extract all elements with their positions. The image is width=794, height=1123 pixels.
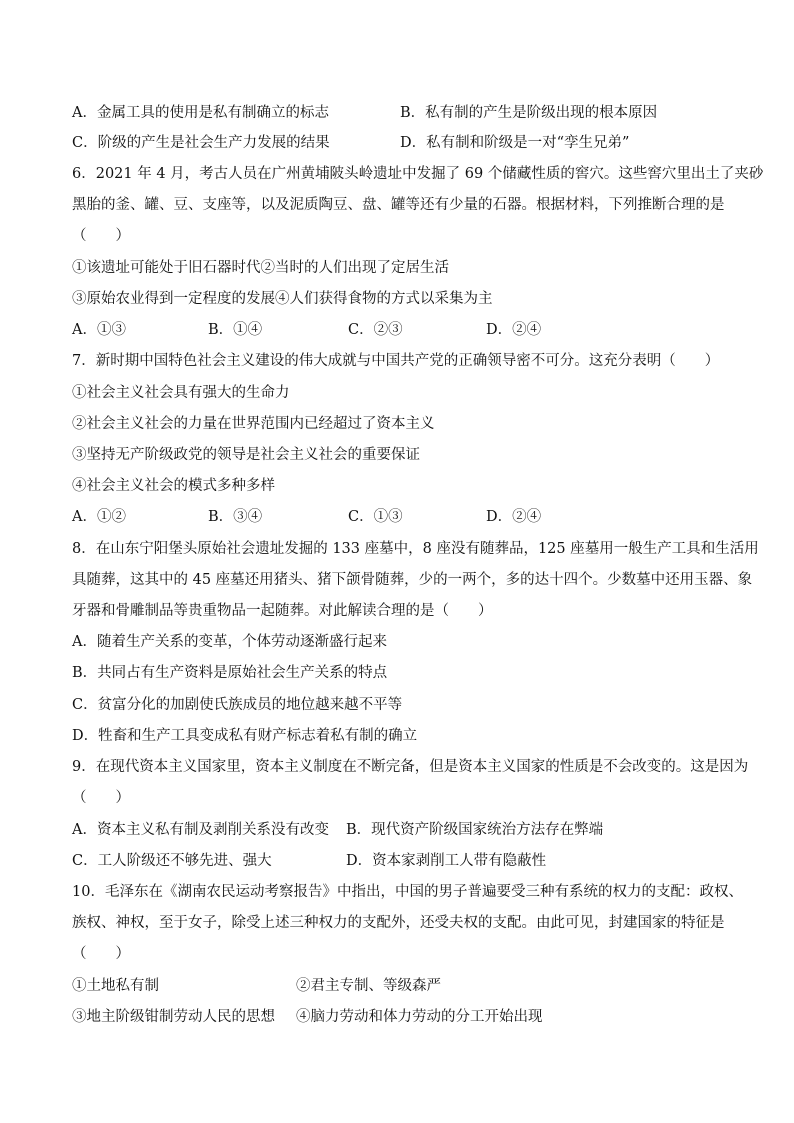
q10-stem-line2: 族权、神权，至于女子，除受上述三种权力的支配外，还受夫权的支配。由此可见，封建国家的特征是 <box>72 915 725 931</box>
q7-statement-2: ②社会主义社会的力量在世界范围内已经超过了资本主义 <box>72 416 435 432</box>
q8-option-b: B．共同占有生产资料是原始社会生产关系的特点 <box>72 665 388 681</box>
q9-option-b: B．现代资产阶级国家统治方法存在弊端 <box>346 822 604 838</box>
q9-option-a: A．资本主义私有制及剥削关系没有改变 <box>72 822 329 838</box>
q8-option-c: C．贫富分化的加剧使氏族成员的地位越来越不平等 <box>72 697 403 713</box>
q6-option-b: B．①④ <box>208 322 263 338</box>
q8-option-d: D．牲畜和生产工具变成私有财产标志着私有制的确立 <box>72 728 418 744</box>
q7-option-c: C．①③ <box>348 509 403 525</box>
q5-option-a: A．金属工具的使用是私有制确立的标志 <box>72 105 329 121</box>
q5-option-c: C．阶级的产生是社会生产力发展的结果 <box>72 135 330 151</box>
q7-statement-4: ④社会主义社会的模式多种多样 <box>72 478 275 494</box>
q9-stem: 9．在现代资本主义国家里，资本主义制度在不断完备，但是资本主义国家的性质是不会改变的。这是因为 <box>72 759 749 775</box>
q6-option-a: A．①③ <box>72 322 126 338</box>
q10-stem-line1: 10．毛泽东在《湖南农民运动考察报告》中指出，中国的男子普遍要受三种有系统的权力的支配：政权、 <box>72 884 743 900</box>
q7-statement-1: ①社会主义社会具有强大的生命力 <box>72 385 290 401</box>
q10-statement-1: ①土地私有制 <box>72 978 159 994</box>
q7-stem: 7．新时期中国特色社会主义建设的伟大成就与中国共产党的正确领导密不可分。这充分表明（ ） <box>72 353 720 369</box>
q7-statement-3: ③坚持无产阶级政党的领导是社会主义社会的重要保证 <box>72 447 420 463</box>
q10-statement-3: ③地主阶级钳制劳动人民的思想 <box>72 1009 275 1025</box>
q10-answer-blank: （ ） <box>72 946 130 962</box>
q5-option-b: B．私有制的产生是阶级出现的根本原因 <box>400 105 658 121</box>
q10-statement-2: ②君主专制、等级森严 <box>296 978 441 994</box>
q8-stem-line3: 牙器和骨雕制品等贵重物品一起随葬。对此解读合理的是（ ） <box>72 603 493 619</box>
q6-stem-line1: 6．2021 年 4 月，考古人员在广州黄埔陂头岭遗址中发掘了 69 个储藏性质的窖穴。这些窖穴里出土了夹砂 <box>72 166 764 182</box>
q6-answer-blank: （ ） <box>72 228 130 244</box>
q8-option-a: A．随着生产关系的变革，个体劳动逐渐盛行起来 <box>72 634 387 650</box>
q7-option-a: A．①② <box>72 509 126 525</box>
q9-option-c: C．工人阶级还不够先进、强大 <box>72 853 272 869</box>
q9-option-d: D．资本家剥削工人带有隐蔽性 <box>346 853 547 869</box>
q6-option-c: C．②③ <box>348 322 403 338</box>
q8-stem-line2: 具随葬，这其中的 45 座墓还用猪头、猪下颌骨随葬，少的一两个，多的达十四个。少数墓中还用玉器、象 <box>72 572 753 588</box>
q5-option-d: D．私有制和阶级是一对“孪生兄弟” <box>400 135 630 151</box>
q8-stem-line1: 8．在山东宁阳堡头原始社会遗址发掘的 133 座墓中，8 座没有随葬品，125 座墓用一般生产工具和生活用 <box>72 541 759 557</box>
q7-option-d: D．②④ <box>486 509 542 525</box>
q6-statements-line2: ③原始农业得到一定程度的发展④人们获得食物的方式以采集为主 <box>72 291 493 307</box>
q6-statements-line1: ①该遗址可能处于旧石器时代②当时的人们出现了定居生活 <box>72 260 449 276</box>
q6-stem-line2: 黑胎的釜、罐、豆、支座等，以及泥质陶豆、盘、罐等还有少量的石器。根据材料，下列推断合理的是 <box>72 197 725 213</box>
q10-statement-4: ④脑力劳动和体力劳动的分工开始出现 <box>296 1009 543 1025</box>
q9-answer-blank: （ ） <box>72 790 130 806</box>
q6-option-d: D．②④ <box>486 322 542 338</box>
q7-option-b: B．③④ <box>208 509 263 525</box>
